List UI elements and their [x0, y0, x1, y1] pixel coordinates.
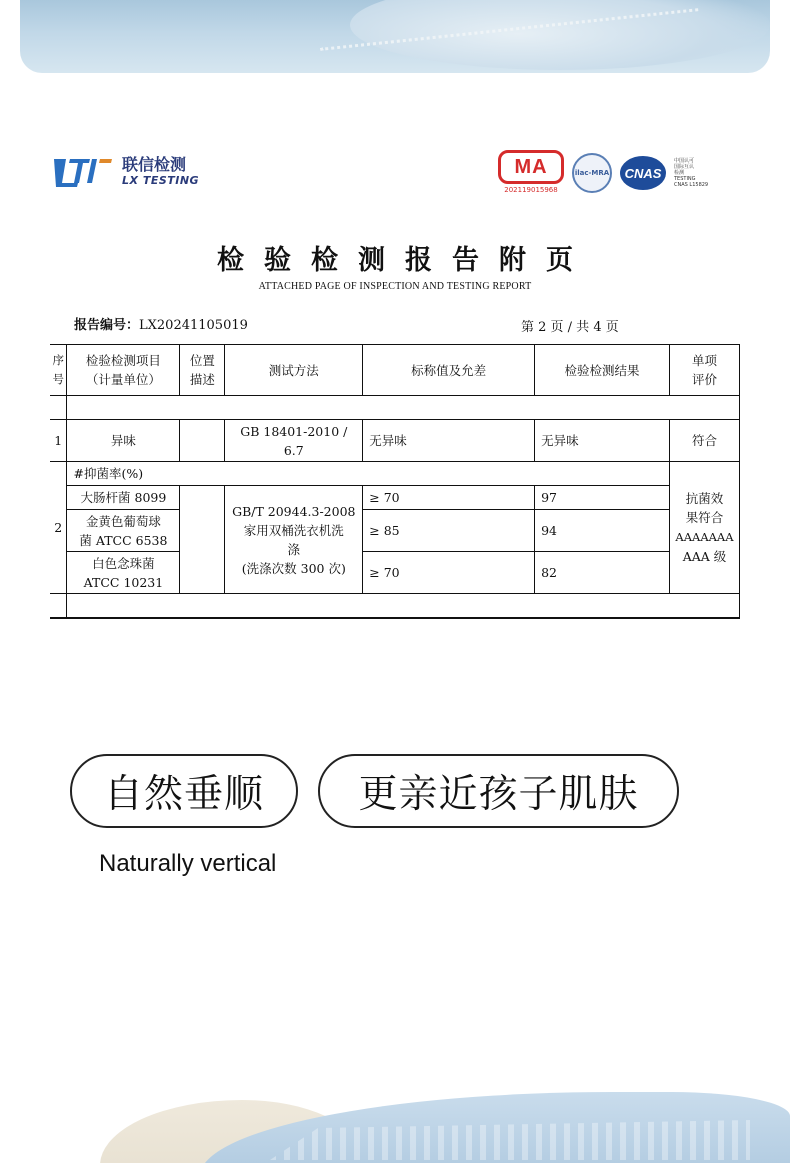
cnas-note-line: 检测 — [674, 170, 685, 176]
table-group-row — [50, 462, 740, 486]
header-spec: 标称值及允差 — [363, 345, 535, 396]
cnas-note-line: 国际互认 — [674, 164, 695, 170]
table-row — [50, 510, 740, 552]
cell-seq: 2 — [50, 462, 67, 594]
report-number-label: 报告编号： — [74, 318, 140, 333]
cell-result: 82 — [535, 552, 670, 594]
cell-item: 大肠杆菌 8099 — [67, 486, 180, 510]
ilac-mra-mark — [572, 153, 612, 193]
report-number-value: LX20241105019 — [139, 318, 248, 333]
caption-english: Naturally vertical — [99, 850, 277, 877]
header-evaluation: 单项 评价 — [669, 345, 739, 396]
header-position: 位置 描述 — [180, 345, 225, 396]
table-blank-row — [50, 396, 740, 420]
cell-spec: ≥ 85 — [363, 510, 535, 552]
cell-position — [180, 486, 225, 594]
feature-tag-skin-friendly: 更亲近孩子肌肤 — [318, 754, 679, 828]
cnas-mark — [620, 156, 666, 190]
bottom-pillow-photo — [0, 1060, 790, 1163]
cell-item: 异味 — [67, 420, 180, 462]
cell-item: 白色念珠菌 ATCC 10231 — [67, 552, 180, 594]
header-method: 测试方法 — [225, 345, 363, 396]
certification-marks — [498, 150, 714, 196]
page-info: 第 2 页 / 共 4 页 — [521, 320, 619, 335]
cell-spec: ≥ 70 — [363, 486, 535, 510]
report-table — [50, 344, 740, 620]
cell-seq: 1 — [50, 420, 67, 462]
cnas-note — [674, 158, 714, 188]
lx-name-en: LX TESTING — [122, 173, 200, 187]
cell-result: 97 — [535, 486, 670, 510]
lx-logo-mark-icon — [50, 153, 114, 189]
table-row — [50, 420, 740, 462]
table-header-row — [50, 345, 740, 396]
table-row — [50, 486, 740, 510]
cell-item: 金黄色葡萄球 菌 ATCC 6538 — [67, 510, 180, 552]
cell-evaluation: 符合 — [669, 420, 739, 462]
lx-name-cn: 联信检测 — [122, 154, 187, 174]
cell-spec: ≥ 70 — [363, 552, 535, 594]
cma-mark — [498, 150, 564, 196]
report-number — [74, 314, 248, 333]
cell-method: GB 18401-2010 / 6.7 — [225, 420, 363, 462]
cnas-text: CNAS — [624, 165, 662, 181]
feature-tag-drape: 自然垂顺 — [70, 754, 298, 828]
header-result: 检验检测结果 — [535, 345, 670, 396]
cell-result: 94 — [535, 510, 670, 552]
cell-method: GB/T 20944.3-2008 家用双桶洗衣机洗 涤 (洗涤次数 300 次) — [225, 486, 363, 594]
cnas-note-line: CNAS L15829 — [674, 182, 709, 188]
cma-number: 202119015968 — [504, 186, 558, 194]
report-title: 检验检测报告附页 — [217, 245, 593, 276]
cell-evaluation: 抗菌效 果符合 AAAAAAA AAA 级 — [669, 462, 739, 594]
lx-testing-logo — [50, 153, 199, 189]
cnas-note-line: TESTING — [674, 176, 696, 182]
cell-spec: 无异味 — [363, 420, 535, 462]
cell-group-label: #抑菌率(%) — [67, 462, 669, 486]
cma-text: MA — [514, 155, 548, 178]
ilac-text: ilac-MRA — [574, 169, 610, 177]
cnas-note-line: 中国认可 — [674, 158, 695, 164]
cell-position — [180, 420, 225, 462]
table-blank-row — [50, 594, 740, 618]
table-row — [50, 552, 740, 594]
header-seq: 序 号 — [50, 345, 67, 396]
header-item: 检验检测项目 （计量单位） — [67, 345, 180, 396]
report-subtitle: ATTACHED PAGE OF INSPECTION AND TESTING REPORT — [258, 281, 532, 292]
cell-result: 无异味 — [535, 420, 670, 462]
top-fabric-photo — [20, 0, 770, 73]
